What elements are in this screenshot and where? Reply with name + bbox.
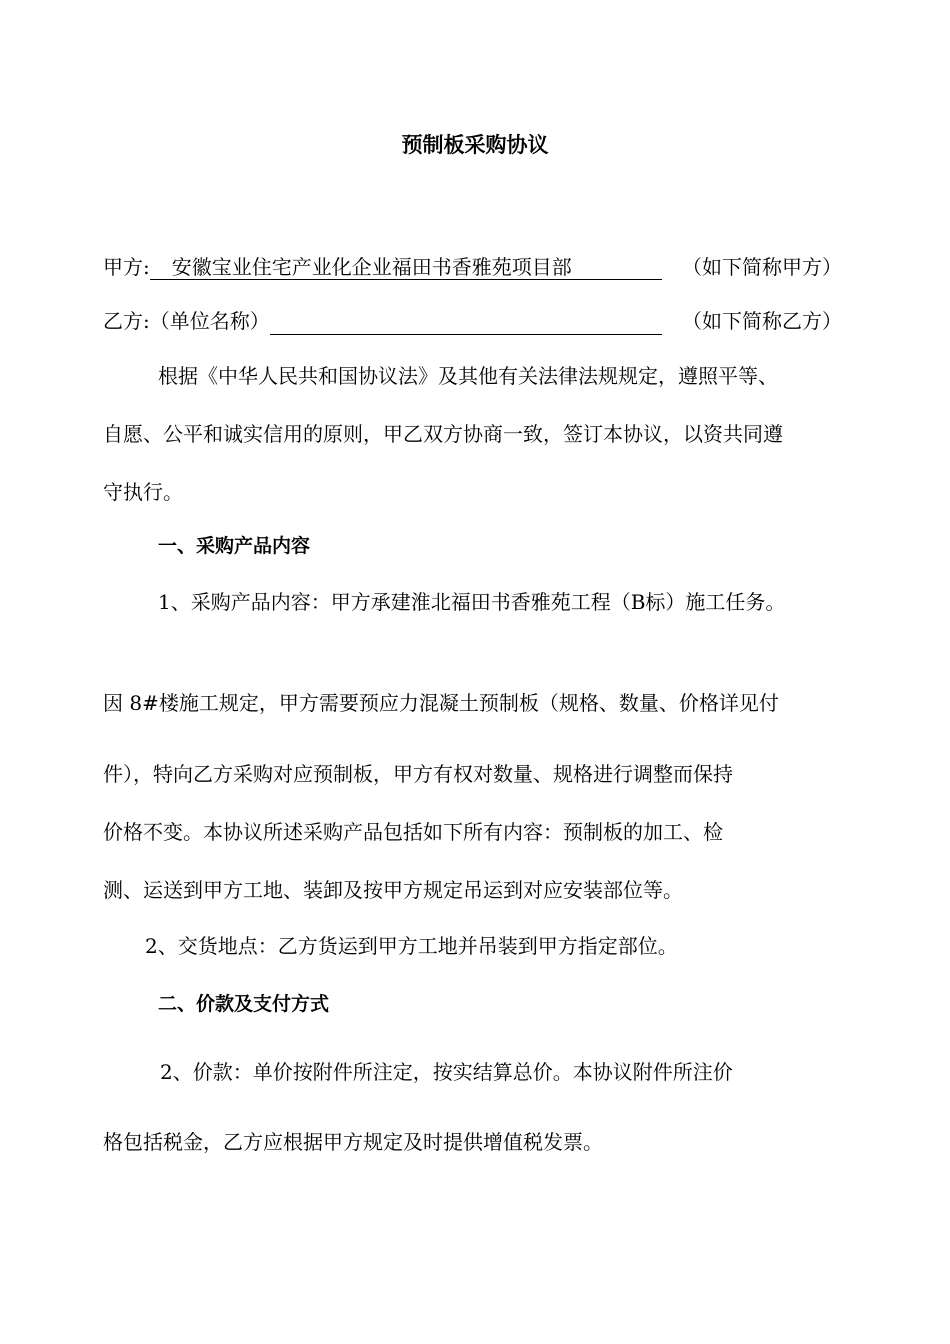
party-b-suffix: （如下简称乙方） <box>682 309 842 333</box>
paragraph-line: 因 8#楼施工规定，甲方需要预应力混凝土预制板（规格、数量、价格详见付 <box>103 691 779 715</box>
document-title: 预制板采购协议 <box>401 133 549 157</box>
section-heading: 一、采购产品内容 <box>158 535 311 557</box>
paragraph-line: 2、交货地点：乙方货运到甲方工地并吊装到甲方指定部位。 <box>145 934 678 958</box>
paragraph-line: 格包括税金，乙方应根据甲方规定及时提供增值税发票。 <box>103 1130 603 1154</box>
party-a-line <box>103 253 662 281</box>
intro-line: 根据《中华人民共和国协议法》及其他有关法律法规规定，遵照平等、 <box>158 364 778 388</box>
paragraph-line: 件），特向乙方采购对应预制板，甲方有权对数量、规格进行调整而保持 <box>103 762 733 786</box>
intro-line: 自愿、公平和诚实信用的原则，甲乙双方协商一致，签订本协议，以资共同遵 <box>103 422 783 446</box>
paragraph-line: 2、价款：单价按附件所注定，按实结算总价。本协议附件所注价 <box>160 1060 733 1084</box>
paragraph-line: 1、采购产品内容：甲方承建淮北福田书香雅苑工程（B标）施工任务。 <box>158 590 786 614</box>
party-b-blank <box>270 312 662 335</box>
paragraph-line: 价格不变。本协议所述采购产品包括如下所有内容：预制板的加工、检 <box>103 820 723 844</box>
party-a-value: 安徽宝业住宅产业化企业福田书香雅苑项目部 <box>150 255 662 280</box>
party-a-suffix: （如下简称甲方） <box>682 255 842 279</box>
party-b-label: 乙方:（单位名称） <box>103 309 270 333</box>
party-b-line <box>103 307 662 335</box>
party-a-label: 甲方: <box>103 255 150 279</box>
paragraph-line: 测、运送到甲方工地、装卸及按甲方规定吊运到对应安装部位等。 <box>103 878 683 902</box>
intro-line: 守执行。 <box>103 480 183 504</box>
section-heading: 二、价款及支付方式 <box>158 993 330 1015</box>
